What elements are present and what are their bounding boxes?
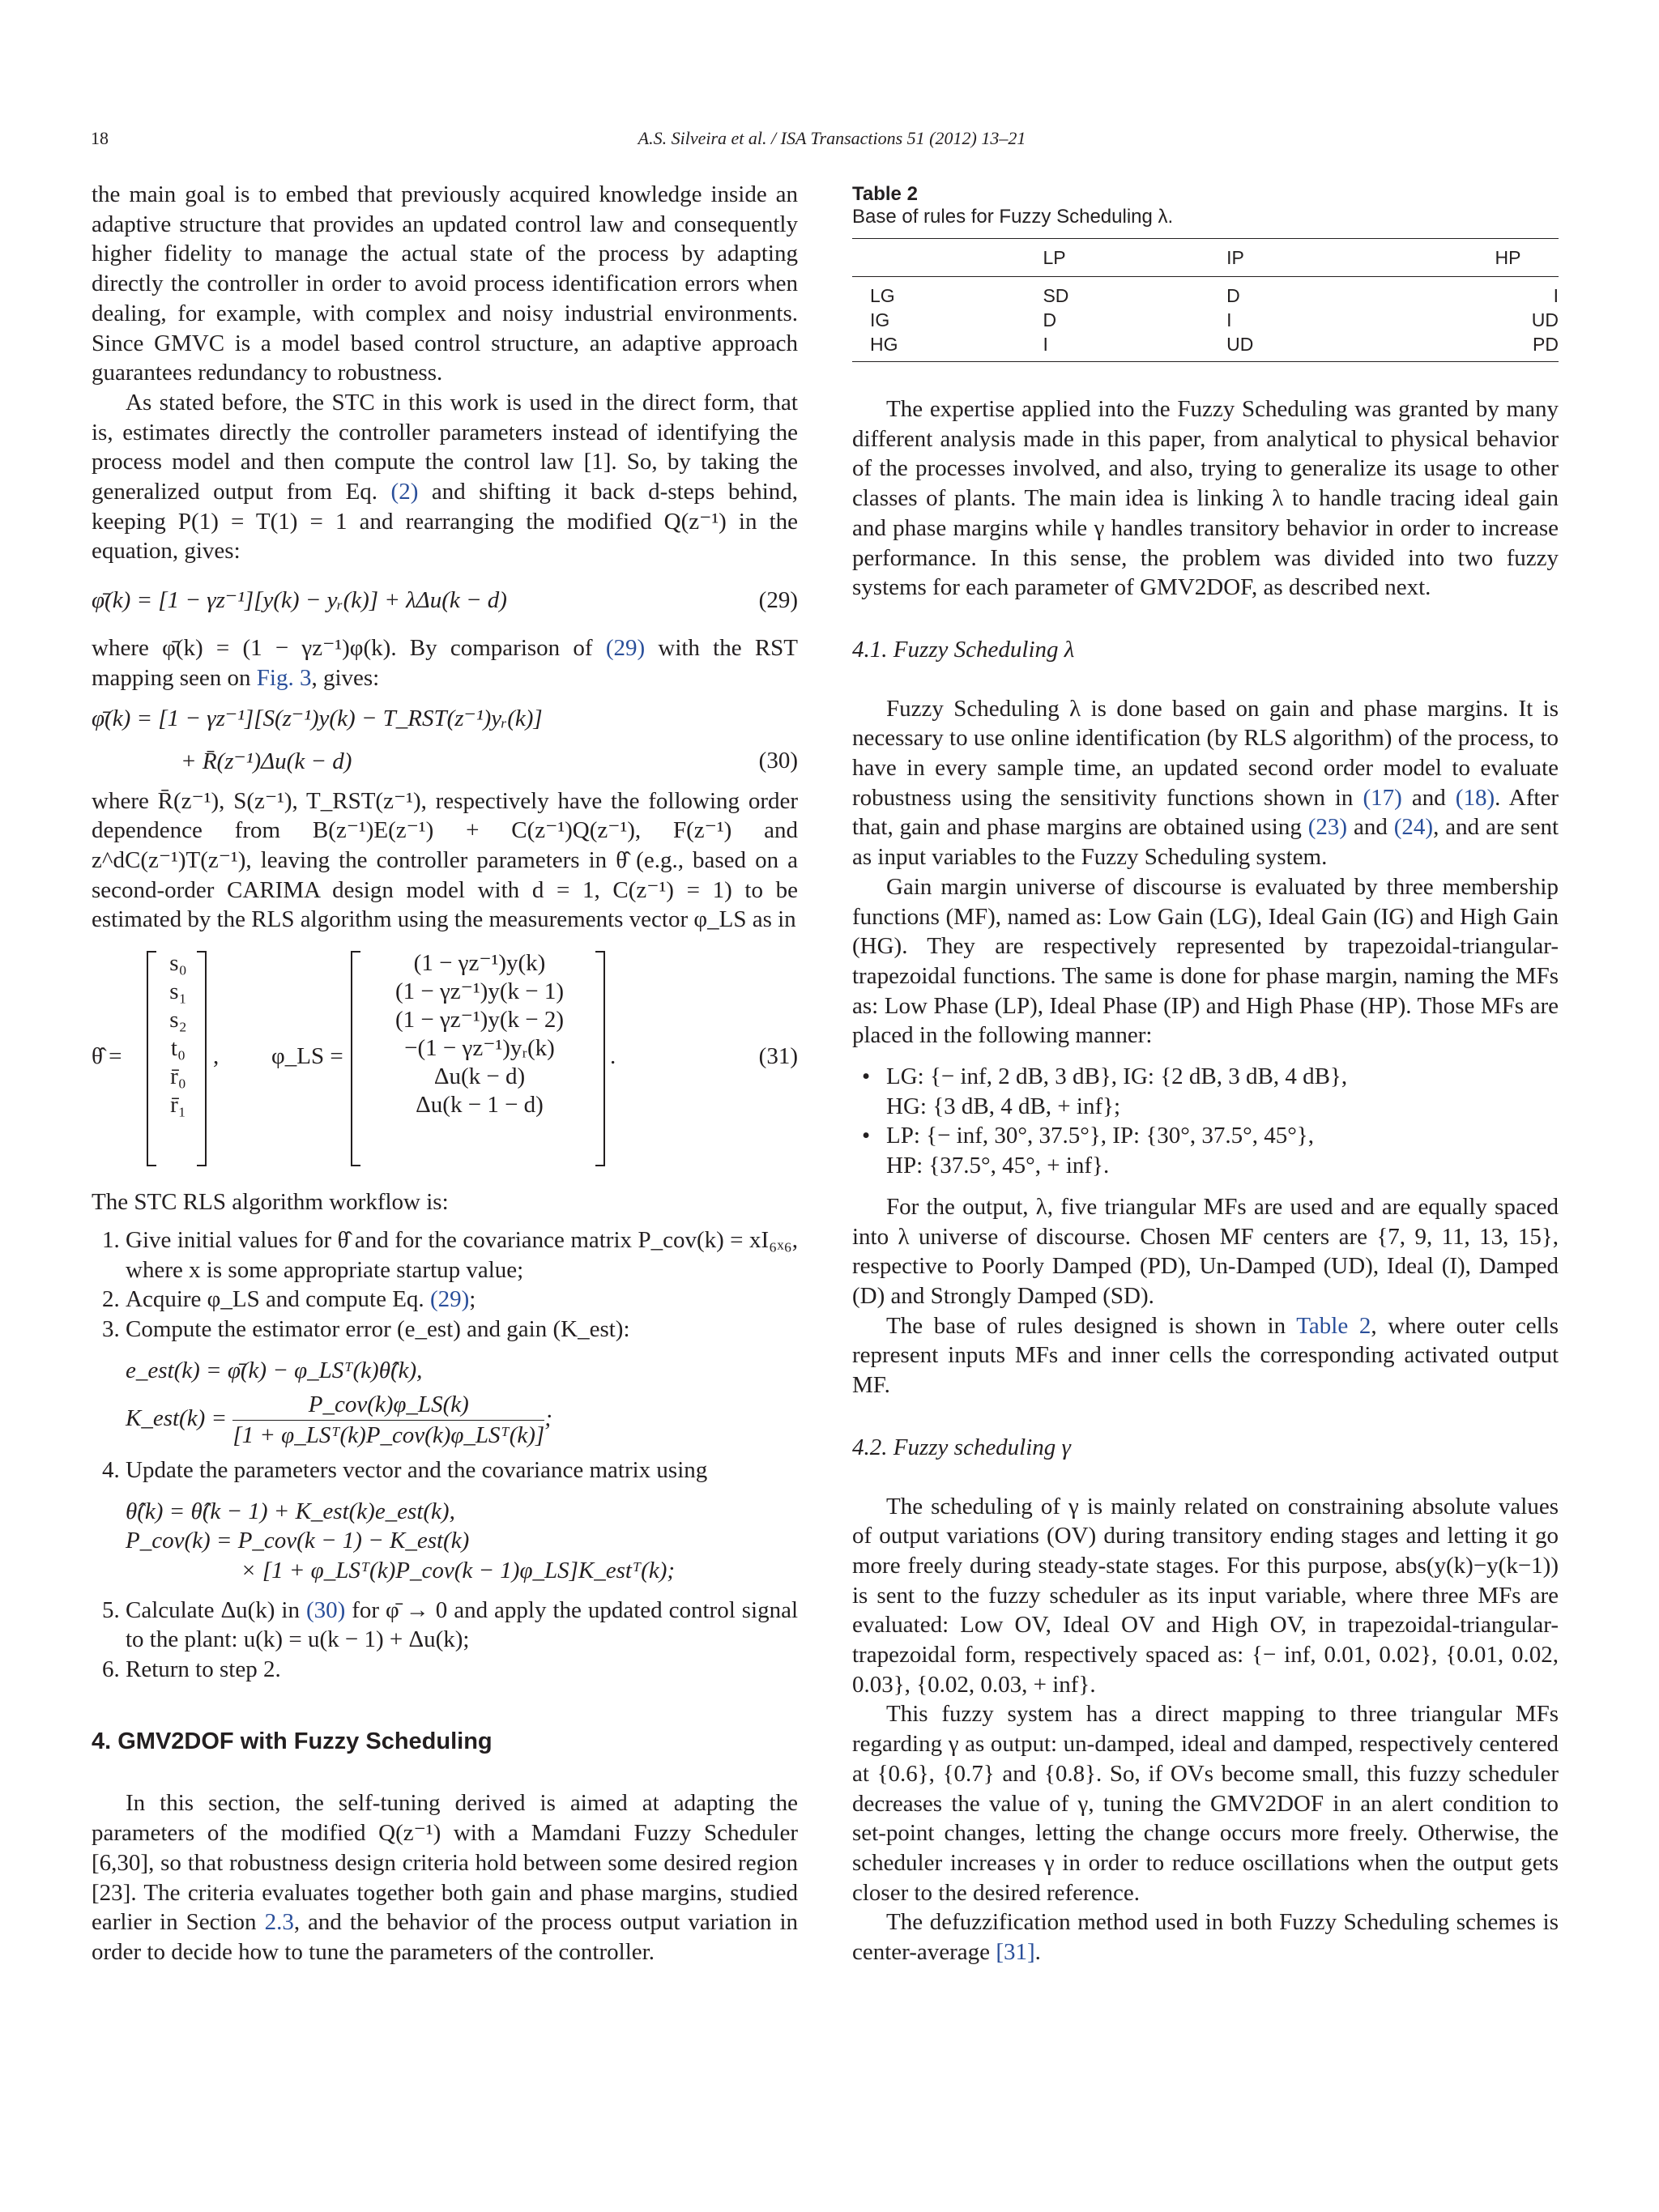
list-item: 6. Return to step 2. bbox=[126, 1655, 798, 1685]
paragraph: Gain margin universe of discourse is evaluated by three membership functions (MF), named as: Low Gain (LG), Ideal Gain (IG) and High Gain (HG). They are respectively represented by trapezoidal-triangular-trapezoidal functions. The same is done for phase margin, naming the MFs as: Low Phase (LP), Ideal Phase (IP) and High Phase (HP). Those MFs are placed in the following manner: bbox=[852, 873, 1559, 1049]
theta-vector: s₀ s₁ s₂ t₀ r̄₀ r̄₁ bbox=[169, 950, 187, 1119]
page-number: 18 bbox=[91, 128, 109, 148]
equation-30: φ̄(k) = [1 − γz⁻¹][S(z⁻¹)y(k) − T_RST(z⁻¹)yᵣ(k)] + R̄(z⁻¹)Δu(k − d) (30) bbox=[92, 705, 798, 774]
section-link[interactable]: 2.3 bbox=[264, 1909, 294, 1936]
equation-link[interactable]: (30) bbox=[305, 1596, 346, 1623]
citation-link[interactable]: [31] bbox=[996, 1939, 1035, 1966]
list-item: • LP: {− inf, 30°, 37.5°}, IP: {30°, 37.5°, 45°}, HP: {37.5°, 45°, + inf}. bbox=[852, 1121, 1559, 1180]
equation-link[interactable]: (29) bbox=[605, 634, 646, 661]
equation-link[interactable]: (17) bbox=[1363, 784, 1402, 811]
equation-link[interactable]: (2) bbox=[390, 479, 419, 505]
paragraph: This fuzzy system has a direct mapping to three triangular MFs regarding γ as output: un-damped, ideal and damped, respectively centered at {0.6}, {0.7} and {0.8}. So, if OVs become small, this fuzzy scheduler decreases the value of γ, tuning the GMV2DOF in an alert condition to set-point changes, letting the change occurs more freely. Otherwise, the scheduler increases γ in order to reduce oscillations when the output gets closer to the desired reference. bbox=[852, 1701, 1559, 1906]
paragraph: where φ̄(k) = (1 − γz⁻¹)φ(k). By comparison of (29) with the RST mapping seen on Fig. 3, gives: bbox=[92, 634, 799, 691]
rules-table bbox=[852, 238, 1559, 362]
table-caption: Table 2 Base of rules for Fuzzy Scheduling λ. bbox=[852, 183, 1559, 228]
table-row: HG I UD PD bbox=[870, 334, 1559, 355]
right-column bbox=[852, 180, 1559, 1967]
estimator-equations: e_est(k) = φ̄(k) − φ_LSᵀ(k)θ̂(k), K_est(k) = $\frac{\text{P\_cov(k)φ\_LS(k)}}{\text{[1 + φ\_LSᵀ(k)P\_cov(k)φ\_LSᵀ(k)]}}$ ; bbox=[126, 1357, 552, 1449]
list-item: 4. Update the parameters vector and the covariance matrix using θ̂(k) = θ̂(k − 1) + K_est(k)e_est(k), P_cov(k) = P_cov(k − 1) − K_est(k) × [1 + φ_LSᵀ(k)P_cov(k − 1)φ_LS]K_estᵀ(k); bbox=[126, 1455, 798, 1586]
table-row: LG SD D I bbox=[870, 285, 1559, 306]
running-head: A.S. Silveira et al. / ISA Transactions 51 (2012) 13–21 bbox=[638, 128, 1026, 148]
equation-number: (30) bbox=[758, 748, 798, 774]
equation-number: (29) bbox=[758, 587, 798, 614]
equation-link[interactable]: (24) bbox=[1393, 814, 1434, 841]
table-header-row: LP IP HP bbox=[852, 239, 1559, 277]
paragraph: The STC RLS algorithm workflow is: bbox=[92, 1189, 449, 1216]
table-row: IG D I UD bbox=[870, 309, 1559, 330]
paragraph: As stated before, the STC in this work is used in the direct form, that is, estimates directly the controller parameters instead of identifying the process model and then compute the control law [1]. So, by taking the generalized output from Eq. (2) and shifting it back d-steps behind, keeping P(1) = T(1) = 1 and rearranging the modified Q(z⁻¹) in the equation, gives: bbox=[92, 389, 798, 565]
paragraph: the main goal is to embed that previously acquired knowledge inside an adaptive structure that provides an updated control law and consequently higher fidelity to manage the actual state of the process by adapting directly the controller in order to avoid process identification errors when dealing, for example, with complex and noisy industrial environments. Since GMVC is a model based control structure, an adaptive approach guarantees redundancy to robustness. bbox=[92, 181, 798, 386]
table-link[interactable]: Table 2 bbox=[1296, 1312, 1371, 1339]
list-item: 1. Give initial values for θ̂ and for the covariance matrix P_cov(k) = xI₆ₓ₆, where x is some appropriate startup value; bbox=[126, 1225, 798, 1285]
phi-vector: (1 − γz⁻¹)y(k) (1 − γz⁻¹)y(k − 1) (1 − γz⁻¹)y(k − 2) −(1 − γz⁻¹)yᵣ(k) Δu(k − d) Δu(k − 1 − d) bbox=[394, 950, 565, 1119]
equation-number: (31) bbox=[758, 1043, 798, 1070]
subsection-heading: 4.2. Fuzzy scheduling γ bbox=[852, 1434, 1071, 1460]
equation-link[interactable]: (18) bbox=[1455, 784, 1495, 811]
page-header bbox=[91, 128, 1573, 160]
paragraph: In this section, the self-tuning derived is aimed at adapting the parameters of the modified Q(z⁻¹) with a Mamdani Fuzzy Scheduler [6,30], so that robustness design criteria hold between some desired region [23]. The criteria evaluates together both gain and phase margins, studied earlier in Section 2.3, and the behavior of the process output variation in order to decide how to tune the parameters of the controller. bbox=[92, 1790, 799, 1965]
list-item: 3. Compute the estimator error (e_est) and gain (K_est): e_est(k) = φ̄(k) − φ_LSᵀ(k)θ̂(k), K_est(k) = $\frac{\text{P\_cov(k)φ\_LS(k)}}{\text{[1 + φ\_LSᵀ(k)P\_cov(k)φ\_LSᵀ(k)]}}$ ; bbox=[126, 1315, 798, 1451]
left-column bbox=[92, 180, 798, 1967]
figure-link[interactable]: Fig. 3 bbox=[256, 664, 312, 691]
paragraph: The base of rules designed is shown in Table 2, where outer cells represent inputs MFs and inner cells the corresponding activated output MF. bbox=[852, 1312, 1559, 1399]
paragraph: For the output, λ, five triangular MFs are used and are equally spaced into λ universe of discourse. Chosen MF centers are {7, 9, 11, 13, 15}, respective to Poorly Damped (PD), Un-Damped (UD), Ideal (I), Damped (D) and Strongly Damped (SD). bbox=[852, 1193, 1559, 1309]
paragraph: where R̄(z⁻¹), S(z⁻¹), T_RST(z⁻¹), respectively have the following order dependence from B(z⁻¹)E(z⁻¹) + C(z⁻¹)Q(z⁻¹), F(z⁻¹) and z^dC(z⁻¹)T(z⁻¹), leaving the controller parameters in θ̂ (e.g., based on a second-order CARIMA design model with d = 1, C(z⁻¹) = 1) to be estimated by the RLS algorithm using the measurements vector φ_LS as in bbox=[92, 787, 798, 933]
section-heading: 4. GMV2DOF with Fuzzy Scheduling bbox=[92, 1728, 493, 1754]
equation-29: φ̄(k) = [1 − γz⁻¹][y(k) − yᵣ(k)] + λΔu(k − d) (29) bbox=[92, 586, 798, 616]
subsection-heading: 4.1. Fuzzy Scheduling λ bbox=[852, 636, 1075, 663]
algorithm-steps bbox=[92, 1225, 798, 1685]
update-equations: θ̂(k) = θ̂(k − 1) + K_est(k)e_est(k), P_cov(k) = P_cov(k − 1) − K_est(k) × [1 + φ_LSᵀ(k)P_cov(k − 1)φ_LS]K_estᵀ(k); bbox=[126, 1498, 676, 1583]
table-label: Table 2 bbox=[852, 183, 918, 205]
membership-list bbox=[852, 1062, 1559, 1181]
equation-link[interactable]: (29) bbox=[429, 1286, 470, 1313]
equation-31: θ̂ = s₀ s₁ s₂ t₀ r̄₀ r̄₁ , φ_LS = (1 − γz⁻¹)y(k) (1 − γz⁻¹)y(k − 1) (1 − γz⁻¹)y(k − 2) −(1 − γz⁻¹)yᵣ(k) Δu(k − d) Δu(k − 1 − d) . (31) bbox=[92, 949, 798, 1168]
paragraph: The scheduling of γ is mainly related on constraining absolute values of output variations (OV) during transitory ending stages and letting it go more freely during steady-state stages. For this purpose, abs(y(k)−y(k−1)) is sent to the fuzzy scheduler as its input variable, where three MFs are evaluated: Low OV, Ideal OV and High OV, in trapezoidal-triangular-trapezoidal form, respectively spaced as: {− inf, 0.01, 0.02}, {0.01, 0.02, 0.03}, {0.02, 0.03, + inf}. bbox=[852, 1493, 1559, 1698]
paragraph: The expertise applied into the Fuzzy Scheduling was granted by many different analysis made in this paper, from analytical to physical behavior of the processes involved, and also, trying to generalize its usage to other classes of plants. The main idea is linking λ to handle tracing ideal gain and phase margins while γ handles transitory behavior in order to increase performance. In this sense, the problem was divided into two fuzzy systems for each parameter of GMV2DOF, as described next. bbox=[852, 396, 1559, 601]
equation-link[interactable]: (23) bbox=[1307, 814, 1348, 841]
list-item: • LG: {− inf, 2 dB, 3 dB}, IG: {2 dB, 3 dB, 4 dB}, HG: {3 dB, 4 dB, + inf}; bbox=[852, 1062, 1559, 1121]
list-item: 2. Acquire φ_LS and compute Eq. (29); bbox=[126, 1285, 798, 1315]
paragraph: Fuzzy Scheduling λ is done based on gain and phase margins. It is necessary to use online identification (by RLS algorithm) of the process, to have in every sample time, an updated second order model to evaluate robustness using the sensitivity functions shown in (17) and (18). After that, gain and phase margins are obtained using (23) and (24), and are sent as input variables to the Fuzzy Scheduling system. bbox=[852, 695, 1559, 871]
paragraph: The defuzzification method used in both Fuzzy Scheduling schemes is center-average [31]. bbox=[852, 1909, 1559, 1966]
list-item: 5. Calculate Δu(k) in (30) for φ̄ → 0 and apply the updated control signal to the plant: u(k) = u(k − 1) + Δu(k); bbox=[126, 1596, 798, 1655]
